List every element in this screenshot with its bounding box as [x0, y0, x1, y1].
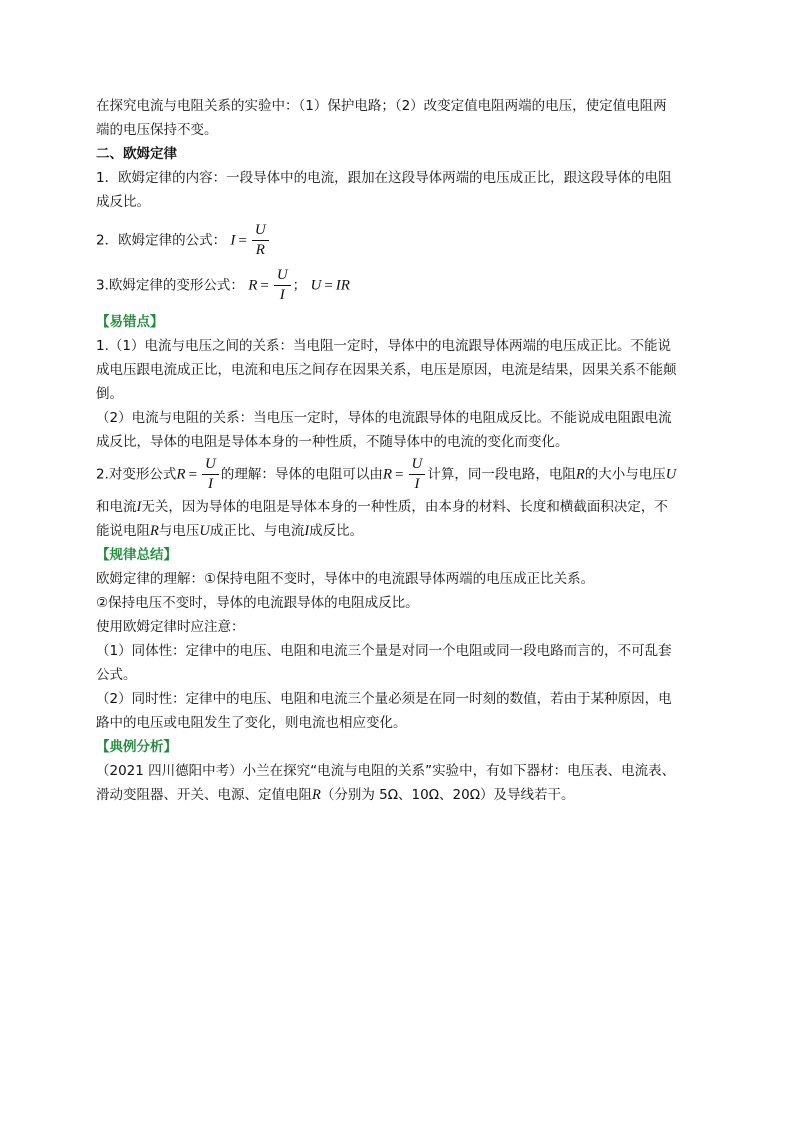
law-formula-line — [96, 222, 702, 259]
fraction-numerator: U — [202, 456, 219, 475]
example-line-1: （2021 四川德阳中考）小兰在探究“电流与电阻的关系”实验中，有如下器材：电压表、电流表、 — [96, 763, 676, 779]
symbol-r: R — [575, 466, 585, 483]
pitfall-3-line-2 — [96, 495, 702, 519]
pitfall-3-line-3-b: 与电压 — [158, 523, 200, 539]
example-title: 【典例分析】 — [96, 739, 177, 755]
summary-line-1: 欧姆定律的理解：①保持电阻不变时，导体中的电流跟导体两端的电压成正比关系。 — [96, 571, 595, 587]
symbol-i: I — [304, 523, 310, 539]
law-formula-label: 2．欧姆定律的公式： — [96, 232, 227, 249]
variant-formula-label: 3.欧姆定律的变形公式： — [96, 277, 244, 294]
formula-var-r: R — [176, 466, 186, 483]
formula-equals: = — [324, 277, 333, 294]
example-line-2 — [96, 783, 702, 807]
pitfall-3-text-a: 2.对变形公式 — [96, 466, 177, 483]
formula-ir: IR — [335, 277, 350, 294]
pitfall-3-line-2-b: 无关，因为导体的电阻是导体本身的一种性质，由本身的材料、长度和横截面积决定，不 — [141, 499, 668, 515]
pitfall-3-line-3 — [96, 519, 702, 543]
formula-equals: = — [260, 277, 269, 294]
fraction-numerator: U — [252, 222, 269, 241]
pitfall-3-line-3-a: 能说电阻 — [96, 523, 150, 539]
formula-fraction-u-over-i — [409, 456, 426, 493]
example-line-2-b: （分别为 5Ω、10Ω、20Ω）及导线若干。 — [320, 787, 575, 803]
fraction-numerator: U — [409, 456, 426, 475]
summary-line-7: 路中的电压或电阻发生了变化，则电流也相应变化。 — [96, 715, 407, 731]
formula-var-u: U — [310, 277, 322, 294]
pitfall-3-line-2-a: 和电流 — [96, 499, 137, 515]
pitfall-3-line-1 — [96, 456, 702, 493]
fraction-denominator: I — [414, 476, 420, 492]
pitfalls-title: 【易错点】 — [96, 314, 164, 330]
fraction-numerator: U — [274, 267, 291, 286]
symbol-r: R — [312, 787, 321, 803]
formula-separator: ； — [292, 277, 307, 294]
formula-fraction-u-over-i — [202, 456, 219, 493]
pitfall-1-line-1: 1.（1）电流与电压之间的关系：当电阻一定时，导体中的电流跟导体两端的电压成正比。不能说 — [96, 338, 671, 354]
symbol-r: R — [150, 523, 159, 539]
fraction-denominator: R — [255, 242, 265, 258]
pitfall-2-line-1: （2）电流与电阻的关系：当电压一定时，导体的电流跟导体的电阻成反比。不能说成电阻跟电流 — [96, 410, 672, 426]
pitfall-3-line-3-d: 成反比。 — [309, 523, 364, 539]
summary-line-4: （1）同体性：定律中的电压、电阻和电流三个量是对同一个电阻或同一段电路而言的，不可乱套 — [96, 643, 672, 659]
summary-line-2: ②保持电压不变时，导体的电流跟导体的电阻成反比。 — [96, 595, 419, 611]
law-content-line-2: 成反比。 — [96, 194, 150, 210]
formula-equals: = — [188, 466, 198, 483]
section-title-ohms-law: 二、欧姆定律 — [96, 146, 177, 162]
fraction-denominator: I — [279, 287, 285, 303]
law-content-line-1: 1．欧姆定律的内容：一段导体中的电流，跟加在这段导体两端的电压成正比，跟这段导体的电阻 — [96, 170, 672, 186]
intro-line-1: 在探究电流与电阻关系的实验中：（1）保护电路；（2）改变定值电阻两端的电压，使定值电阻两 — [96, 98, 667, 114]
formula-var-r: R — [382, 466, 393, 483]
pitfall-3-text-c: 计算，同一段电路，电阻 — [427, 466, 576, 483]
summary-title: 【规律总结】 — [96, 547, 177, 563]
summary-line-3: 使用欧姆定律时应注意： — [96, 619, 245, 635]
fraction-denominator: I — [207, 476, 213, 492]
symbol-u: U — [199, 523, 210, 539]
variant-formula-line — [96, 267, 702, 304]
pitfall-3-text-d: 的大小与电压 — [584, 466, 666, 483]
symbol-i: I — [136, 499, 142, 515]
summary-line-5: 公式。 — [96, 667, 137, 683]
pitfall-3-text-b: 的理解：导体的电阻可以由 — [220, 466, 383, 483]
pitfall-2-line-2: 成反比，导体的电阻是导体本身的一种性质，不随导体中的电流的变化而变化。 — [96, 434, 569, 450]
formula-fraction-u-over-r — [252, 222, 269, 259]
formula-var-i: I — [230, 232, 236, 249]
formula-equals: = — [238, 232, 247, 249]
intro-line-2: 端的电压保持不变。 — [96, 122, 218, 138]
pitfall-1-line-2: 成电压跟电流成正比，电流和电压之间存在因果关系，电压是原因，电流是结果，因果关系不能颠 — [96, 362, 677, 378]
pitfall-1-line-3: 倒。 — [96, 386, 123, 402]
example-line-2-a: 滑动变阻器、开关、电源、定值电阻 — [96, 787, 312, 803]
pitfall-3-line-3-c: 成正比、与电流 — [209, 523, 305, 539]
formula-equals: = — [395, 466, 404, 483]
symbol-u: U — [665, 466, 677, 483]
summary-line-6: （2）同时性：定律中的电压、电阻和电流三个量必须是在同一时刻的数值，若由于某种原因，电 — [96, 691, 672, 707]
formula-fraction-u-over-i — [274, 267, 291, 304]
formula-var-r: R — [248, 277, 258, 294]
